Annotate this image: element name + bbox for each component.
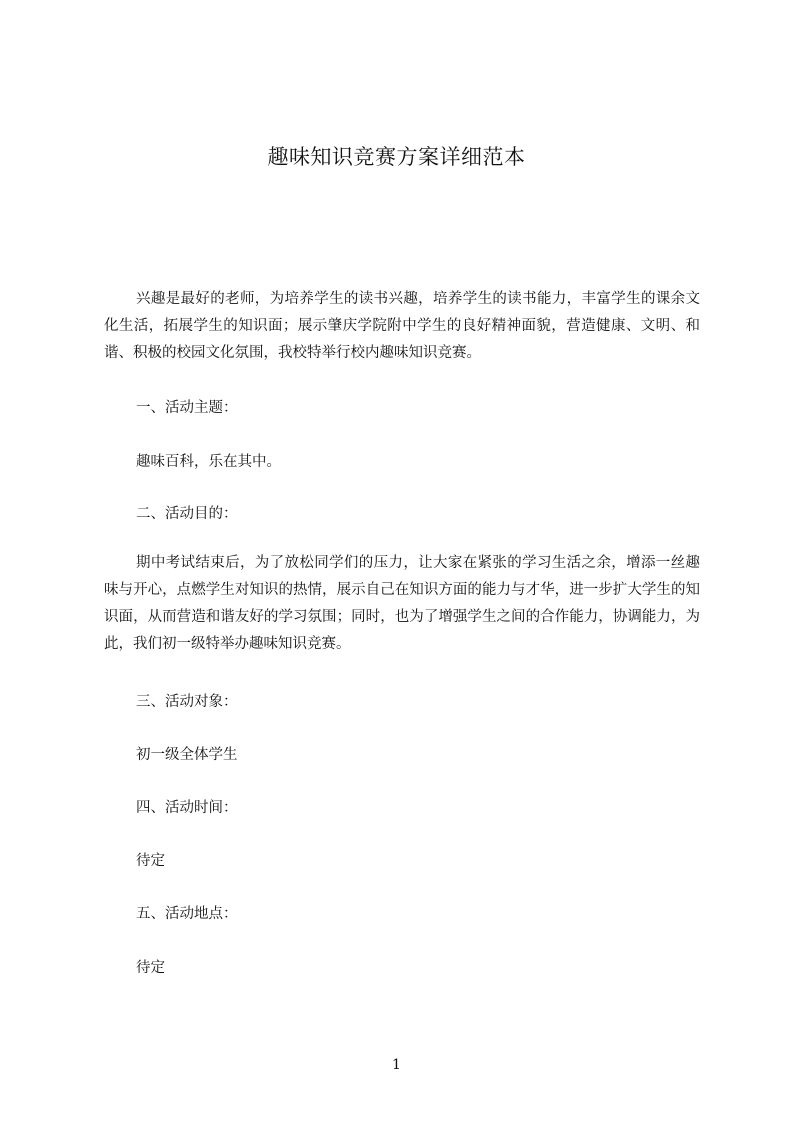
intro-paragraph: 兴趣是最好的老师，为培养学生的读书兴趣，培养学生的读书能力，丰富学生的课余文化生活，拓展学生的知识面；展示肇庆学院附中学生的良好精神面貌，营造健康、文明、和谐、积极的校园文化氛围，我校特举行校内趣味知识竞赛。 [104, 291, 700, 361]
section-heading-time: 四、活动时间： [136, 800, 238, 816]
section-heading-purpose: 二、活动目的： [136, 506, 238, 522]
document-title: 趣味知识竞赛方案详细范本 [267, 145, 526, 169]
section-heading-audience: 三、活动对象： [136, 694, 238, 710]
section-heading-location: 五、活动地点： [136, 906, 238, 922]
section-content-theme: 趣味百科，乐在其中。 [136, 454, 281, 470]
section-heading-theme: 一、活动主题： [136, 400, 238, 416]
section-content-time: 待定 [136, 853, 165, 869]
section-content-audience: 初一级全体学生 [136, 747, 238, 763]
page-number: 1 [392, 1057, 401, 1073]
section-content-location: 待定 [136, 960, 165, 976]
section-content-purpose: 期中考试结束后，为了放松同学们的压力，让大家在紧张的学习生活之余，增添一丝趣味与开心，点燃学生对知识的热情，展示自己在知识方面的能力与才华，进一步扩大学生的知识面，从而营造和谐友好的学习氛围；同时，也为了增强学生之间的合作能力，协调能力，为此，我们初一级特举办趣味知识竞赛。 [104, 555, 700, 652]
